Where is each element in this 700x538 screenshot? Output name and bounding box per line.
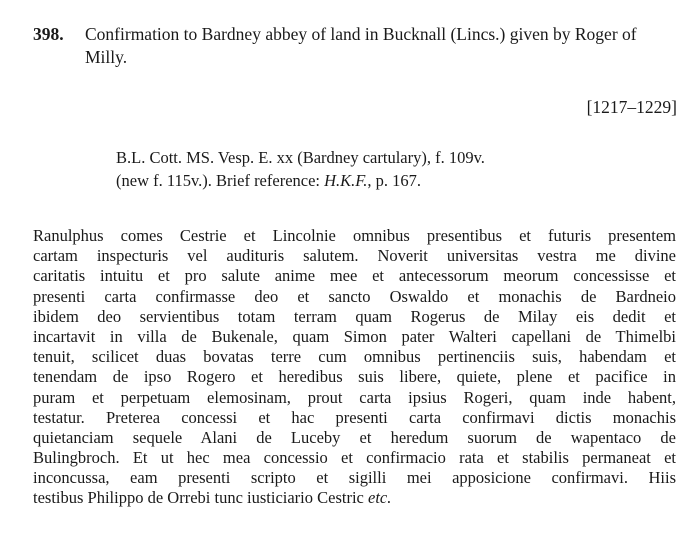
charter-text xyxy=(33,226,676,509)
source-line-1: B.L. Cott. MS. Vesp. E. xx (Bardney cartulary), f. 109v. xyxy=(116,148,485,167)
charter-line: testatur. Preterea concessi et hac presenti carta confirmavi dictis monachis xyxy=(33,407,676,427)
source-line-2 xyxy=(116,169,676,192)
source-line-2-suffix: , p. 167. xyxy=(367,171,422,190)
source-line-2-prefix: (new f. 115v.). Brief reference: xyxy=(116,171,325,190)
charter-line: caritatis intuitu et pro salute anime mee et antecessorum meorum concessisse et xyxy=(33,266,676,286)
charter-final-line xyxy=(33,488,676,508)
charter-line: quietanciam sequele Alani de Luceby et heredum suorum de wapentaco de xyxy=(33,427,676,447)
charter-line: Bulingbroch. Et ut hec mea concessio et confirmacio rata et stabilis permaneat et xyxy=(33,448,676,468)
charter-line: Ranulphus comes Cestrie et Lincolnie omnibus presentibus et futuris presentem xyxy=(33,226,676,245)
charter-line: puram et perpetuam elemosinam, prout carta ipsius Rogeri, quam inde habent, xyxy=(33,387,676,407)
charter-line: presenti carta confirmasse deo et sancto Oswaldo et monachis de Bardneio xyxy=(33,286,676,306)
source-reference xyxy=(116,146,676,192)
charter-final-text: testibus Philippo de Orrebi tunc iusticiario Cestric xyxy=(33,488,368,508)
charter-line: incartavit in villa de Bukenale, quam Simon pater Walteri capellani de Thimelbi xyxy=(33,326,676,346)
charter-line: tenendam de ipso Rogero et heredibus suis libere, quiete, plene et pacifice in xyxy=(33,367,676,387)
entry-number: 398. xyxy=(33,24,64,44)
charter-etc: etc. xyxy=(368,488,392,508)
charter-line: cartam inspecturis vel audituris salutem. Noverit universitas vestra me divine xyxy=(33,246,676,266)
charter-line: inconcussa, eam presenti scripto et sigilli mei apposicione confirmavi. Hiis xyxy=(33,468,676,488)
charter-line: ibidem deo servientibus totam terram quam Rogerus de Milay eis dedit et xyxy=(33,306,676,326)
entry-title: Confirmation to Bardney abbey of land in Bucknall (Lincs.) given by Roger of Milly. xyxy=(85,24,637,67)
entry-date: [1217–1229] xyxy=(586,97,677,117)
source-ref-abbrev: H.K.F. xyxy=(324,171,368,190)
charter-line: tenuit, scilicet duas bovatas terre cum omnibus pertinenciis suis, habendam et xyxy=(33,347,676,367)
